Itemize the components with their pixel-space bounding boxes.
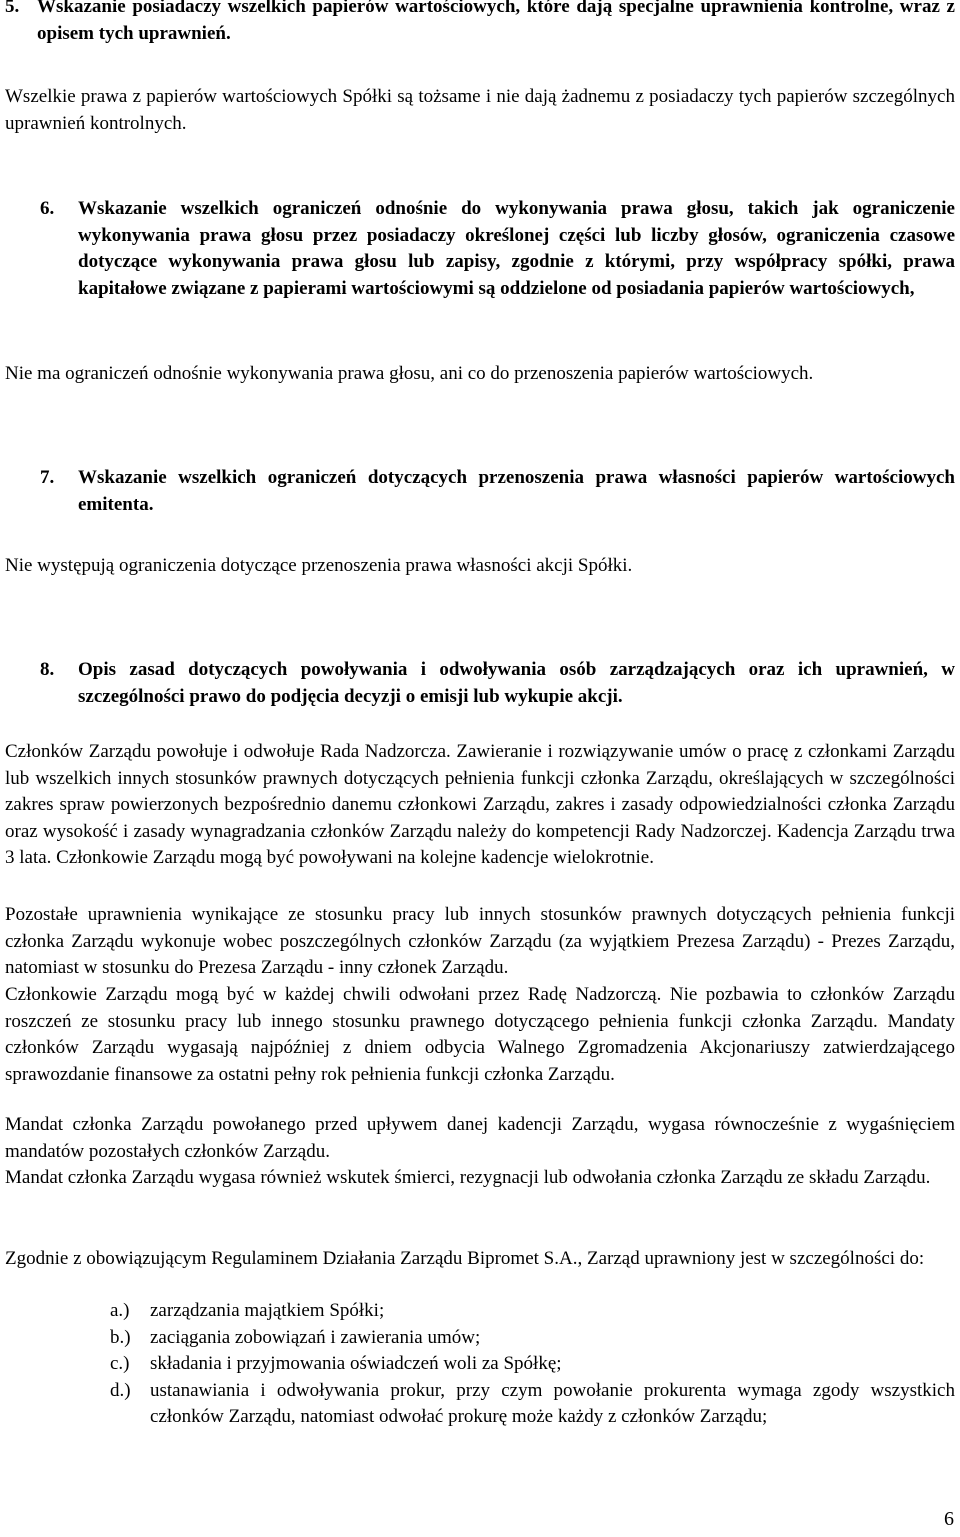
section-8-paragraph-5: Mandat członka Zarządu wygasa również wskutek śmierci, rezygnacji lub odwołania członka Zarządu ze składu Zarządu. [5, 1167, 931, 1188]
list-item [110, 1298, 955, 1325]
list-item-text: ustanawiania i odwoływania prokur, przy czym powołanie prokurenta wymaga zgody wszystkich członków Zarządu, natomiast odwołać prokurę może każdy z członków Zarządu; [150, 1379, 955, 1428]
section-8-paragraph-2: Pozostałe uprawnienia wynikające ze stosunku pracy lub innych stosunków prawnych dotyczących pełnienia funkcji członka Zarządu wykonuje wobec poszczególnych członków Zarządu (za wyjątkiem Prezesa Zarządu) - Prezes Zarządu, natomiast w stosunku do Prezesa Zarządu - inny członek Zarządu. [5, 904, 955, 979]
section-5-heading [5, 0, 955, 47]
section-8-paragraph-4: Mandat członka Zarządu powołanego przed upływem danej kadencji Zarządu, wygasa równocześnie z wygaśnięciem mandatów pozostałych członków Zarządu. [5, 1114, 955, 1162]
section-7-number: 7. [40, 467, 55, 488]
section-6-title: Wskazanie wszelkich ograniczeń odnośnie do wykonywania prawa głosu, takich jak ograniczenie wykonywania prawa głosu przez posiadaczy określonej części lub liczby głosów, ograniczenia czasowe dotyczące wykonywania prawa głosu lub zapisy, zgodnie z którymi, przy współpracy spółki, prawa kapitałowe związane z papierami wartościowymi są oddzielone od posiadania papierów wartościowych, [78, 198, 955, 299]
list-item-label: a.) [110, 1300, 130, 1321]
section-7-title: Wskazanie wszelkich ograniczeń dotyczących przenoszenia prawa własności papierów wartościowych emitenta. [78, 467, 955, 515]
list-item-label: c.) [110, 1353, 130, 1375]
section-5-title: Wskazanie posiadaczy wszelkich papierów wartościowych, które dają specjalne uprawnienia kontrolne, wraz z opisem tych uprawnień. [37, 0, 955, 44]
section-6-number: 6. [40, 198, 55, 219]
list-item [110, 1325, 955, 1352]
section-8-intro: Zgodnie z obowiązującym Regulaminem Działania Zarządu Bipromet S.A., Zarząd uprawniony jest w szczególności do: [5, 1248, 925, 1269]
list-item-label: b.) [110, 1326, 131, 1348]
list-item-text: zarządzania majątkiem Spółki; [150, 1300, 385, 1321]
section-8-title: Opis zasad dotyczących powoływania i odwoływania osób zarządzających oraz ich uprawnień, w szczególności prawo do podjęcia decyzji o emisji lub wykupie akcji. [78, 659, 955, 707]
section-6-body: Nie ma ograniczeń odnośnie wykonywania prawa głosu, ani co do przenoszenia papierów wartościowych. [5, 363, 814, 384]
section-8-paragraph-3: Członkowie Zarządu mogą być w każdej chwili odwołani przez Radę Nadzorczą. Nie pozbawia to członków Zarządu roszczeń ze stosunku pracy lub innego stosunku prawnego dotyczącego pełnienia funkcji członka Zarządu. Mandaty członków Zarządu wygasają najpóźniej z dniem odbycia Walnego Zgromadzenia Akcjonariuszy zatwierdzającego sprawozdanie finansowe za ostatni pełny rok pełnienia funkcji członka Zarządu. [5, 984, 955, 1085]
section-8-paragraph-1: Członków Zarządu powołuje i odwołuje Rada Nadzorcza. Zawieranie i rozwiązywanie umów o pracę z członkami Zarządu lub wszelkich innych stosunków prawnych dotyczących pełnienia funkcji członka Zarządu, określających w szczególności zakres spraw powierzonych bezpośrednio danemu członkowi Zarządu, zakres i zasady odpowiedzialności członka Zarządu oraz wysokość i zasady wynagradzania członków Zarządu należy do kompetencji Rady Nadzorczej. Kadencja Zarządu trwa 3 lata. Członkowie Zarządu mogą być powoływani na kolejne kadencje wielokrotnie. [5, 741, 955, 869]
section-7-heading [40, 465, 955, 518]
section-5-body: Wszelkie prawa z papierów wartościowych Spółki są tożsame i nie dają żadnemu z posiadaczy tych papierów szczególnych uprawnień kontrolnych. [5, 86, 955, 134]
list-item [110, 1351, 955, 1378]
list-item-text: składania i przyjmowania oświadczeń woli za Spółkę; [150, 1353, 562, 1375]
competence-list [110, 1298, 955, 1431]
list-item-text: zaciągania zobowiązań i zawierania umów; [150, 1326, 481, 1348]
section-7-body: Nie występują ograniczenia dotyczące przenoszenia prawa własności akcji Spółki. [5, 555, 633, 576]
section-8-number: 8. [40, 659, 55, 680]
section-8-heading [40, 657, 955, 710]
section-6-heading [40, 196, 955, 302]
list-item-label: d.) [110, 1379, 131, 1401]
page-number: 6 [944, 1508, 954, 1530]
list-item [110, 1378, 955, 1431]
section-5-number: 5. [5, 0, 20, 17]
